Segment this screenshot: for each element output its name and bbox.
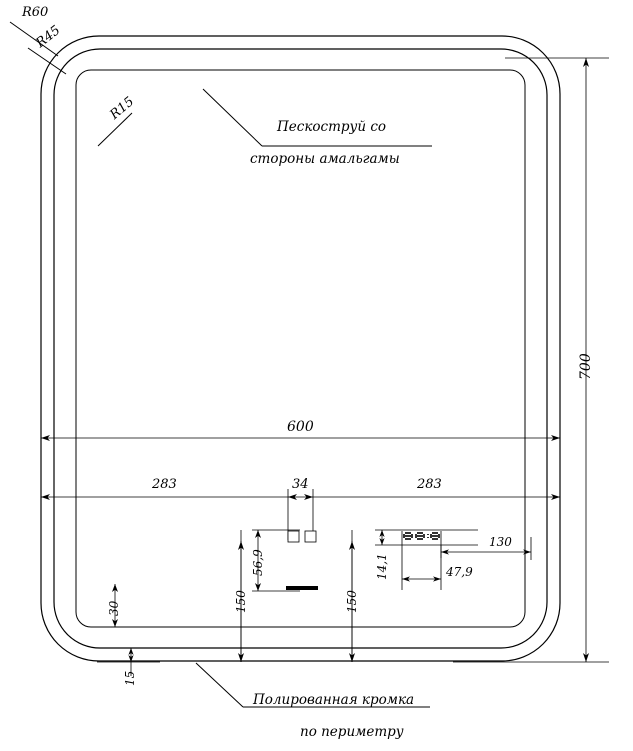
note-polished-line1: Полированная кромка (253, 692, 415, 708)
mirror-outline-inner (54, 49, 547, 648)
dim-label-47-9: 47,9 (446, 565, 473, 579)
dim-label-14-1: 14,1 (375, 553, 389, 580)
radius-label-r45: R45 (33, 22, 64, 52)
clock-display (404, 533, 439, 539)
touch-sensor-1 (288, 531, 299, 542)
note-polished-line2: по периметру (300, 724, 404, 740)
polished-leader (196, 663, 243, 707)
touch-sensor-2 (305, 531, 316, 542)
dim-label-283-right: 283 (417, 477, 442, 492)
note-sandblast-line1: Пескоструй со (277, 119, 387, 135)
r45-leader (28, 48, 66, 74)
note-sandblast-line2: стороны амальгамы (250, 151, 400, 167)
dim-label-30: 30 (107, 600, 121, 616)
dim-label-56-9: 56,9 (251, 549, 265, 576)
sandblast-leader (203, 89, 262, 146)
dim-label-150-right: 150 (345, 590, 359, 613)
touch-strip (286, 586, 318, 590)
dim-label-15: 15 (123, 670, 137, 686)
dim-label-34: 34 (292, 477, 309, 492)
dim-label-130: 130 (489, 535, 512, 549)
dim-label-150-left: 150 (234, 590, 248, 613)
dim-label-283-left: 283 (152, 477, 177, 492)
radius-label-r15: R15 (107, 94, 138, 123)
dim-label-600: 600 (287, 419, 314, 435)
dim-label-700: 700 (578, 353, 594, 380)
radius-label-r60: R60 (22, 5, 49, 20)
